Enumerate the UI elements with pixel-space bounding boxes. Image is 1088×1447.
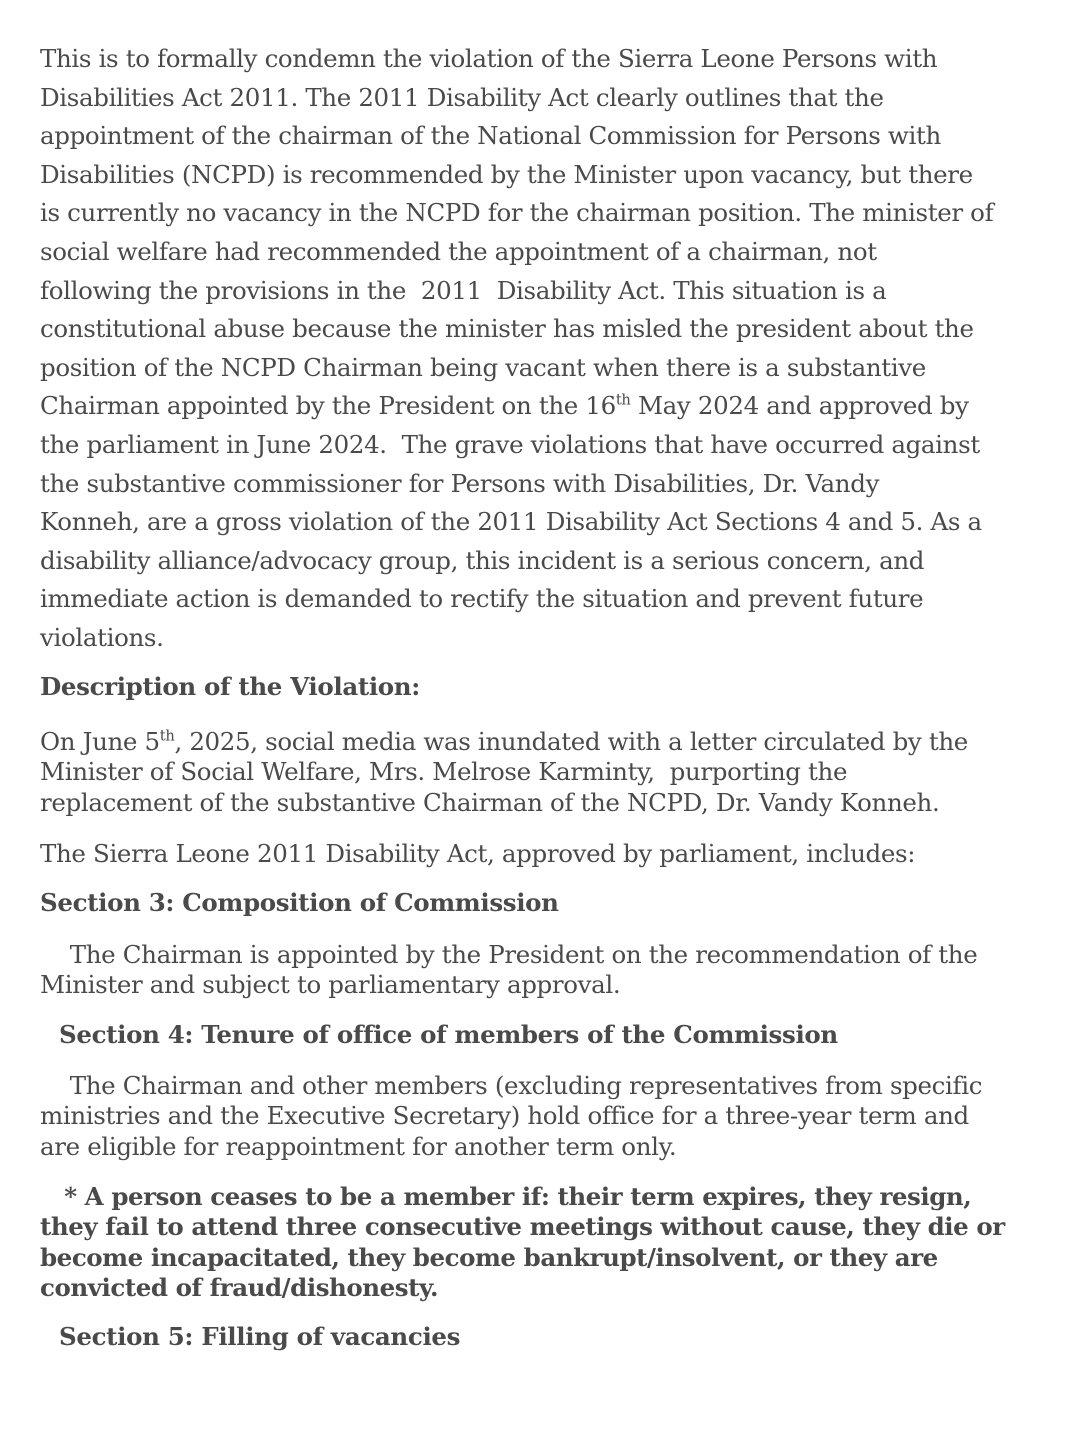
intro-line xyxy=(40,387,1040,426)
description-heading: Description of the Violation: xyxy=(40,672,420,701)
section-5-heading: Section 5: Filling of vacancies xyxy=(59,1322,461,1351)
june-line-text: On June 5 xyxy=(40,727,160,756)
intro-line: appointment of the chairman of the National Commission for Persons with xyxy=(40,121,941,151)
cessation-line: convicted of fraud/dishonesty. xyxy=(40,1273,439,1303)
section-3-paragraph xyxy=(40,940,977,1001)
cessation-paragraph xyxy=(40,1182,1005,1304)
document-page xyxy=(40,40,1040,1351)
intro-line: Konneh, are a gross violation of the 2011 Disability Act Sections 4 and 5. As a xyxy=(40,507,982,537)
act-intro-line: The Sierra Leone 2011 Disability Act, approved by parliament, includes: xyxy=(40,839,916,868)
intro-line: social welfare had recommended the appointment of a chairman, not xyxy=(40,236,877,266)
section-3-heading: Section 3: Composition of Commission xyxy=(40,888,559,917)
intro-line: Disabilities Act 2011. The 2011 Disability Act clearly outlines that the xyxy=(40,82,884,112)
act-intro-paragraph xyxy=(40,839,915,869)
june-line: replacement of the substantive Chairman of the NCPD, Dr. Vandy Konneh. xyxy=(40,787,940,817)
cessation-line: they fail to attend three consecutive meetings without cause, they die or xyxy=(40,1212,1005,1242)
intro-line: violations. xyxy=(40,622,164,652)
intro-line-text: May 2024 and approved by xyxy=(630,391,969,421)
intro-line: is currently no vacancy in the NCPD for the chairman position. The minister of xyxy=(40,198,994,228)
intro-line: immediate action is demanded to rectify the situation and prevent future xyxy=(40,584,924,614)
intro-line: disability alliance/advocacy group, this incident is a serious concern, and xyxy=(40,545,925,575)
intro-paragraph xyxy=(40,40,1040,658)
section-4-line: ministries and the Executive Secretary) hold office for a three-year term and xyxy=(40,1101,969,1131)
june-paragraph xyxy=(40,727,968,818)
section-4-heading: Section 4: Tenure of office of members of the Commission xyxy=(59,1020,838,1049)
ordinal-suffix: th xyxy=(159,727,175,745)
june-line xyxy=(40,727,968,757)
june-line-text: , 2025, social media was inundated with a letter circulated by the xyxy=(174,727,968,756)
intro-line-text: Chairman appointed by the President on the 16 xyxy=(40,391,616,421)
intro-line: constitutional abuse because the minister has misled the president about the xyxy=(40,314,974,344)
intro-line: Disabilities (NCPD) is recommended by the Minister upon vacancy, but there xyxy=(40,159,973,189)
section-4-line: The Chairman and other members (excluding representatives from specific xyxy=(40,1071,983,1100)
intro-line: the parliament in June 2024. The grave violations that have occurred against xyxy=(40,429,980,459)
section-4-line: are eligible for reappointment for another term only. xyxy=(40,1131,677,1161)
ordinal-suffix: th xyxy=(615,391,631,409)
section-3-line: The Chairman is appointed by the President on the recommendation of the xyxy=(40,940,978,969)
cessation-line: become incapacitated, they become bankrupt/insolvent, or they are xyxy=(40,1242,938,1272)
intro-line: This is to formally condemn the violation of the Sierra Leone Persons with xyxy=(40,44,938,73)
section-3-line: Minister and subject to parliamentary approval. xyxy=(40,970,621,1000)
intro-line: the substantive commissioner for Persons with Disabilities, Dr. Vandy xyxy=(40,468,880,498)
intro-line: position of the NCPD Chairman being vacant when there is a substantive xyxy=(40,352,926,382)
section-4-paragraph xyxy=(40,1071,982,1162)
intro-line: following the provisions in the 2011 Disability Act. This situation is a xyxy=(40,275,887,305)
cessation-line: * A person ceases to be a member if: their term expires, they resign, xyxy=(40,1182,972,1211)
june-line: Minister of Social Welfare, Mrs. Melrose Karminty, purporting the xyxy=(40,757,848,787)
